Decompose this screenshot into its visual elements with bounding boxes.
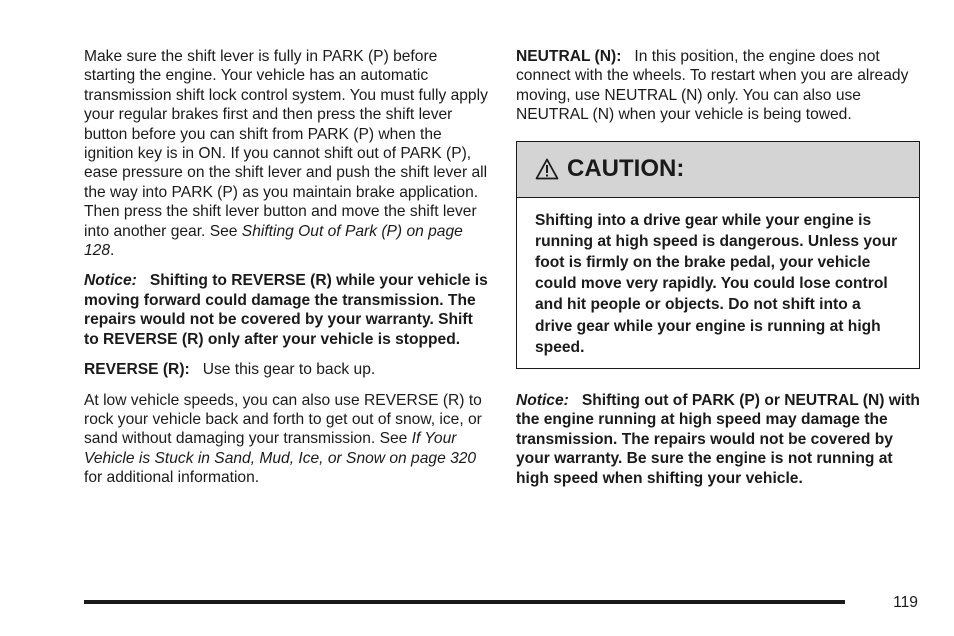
neutral-paragraph: NEUTRAL (N): In this position, the engine does not connect with the wheels. To restart when you are already moving, use NEUTRAL (N) only. You can also use NEUTRAL (N) when your vehicle is being towed. — [516, 48, 909, 124]
cross-reference-vehicle-stuck: If Your Vehicle is Stuck in Sand, Mud, Ice, or Snow on page 320 — [84, 430, 477, 467]
caution-title: CAUTION: — [567, 155, 685, 183]
caution-header — [517, 142, 919, 198]
warning-triangle-icon — [535, 158, 559, 180]
notice-label: Notice: — [84, 272, 137, 290]
notice-label: Notice: — [516, 392, 569, 410]
caution-text: Shifting into a drive gear while your engine is running at high speed is dangerous. Unless your foot is firmly on the brake pedal, your vehicle could move very rapidly. You could lose control and hit people or objects. Do not shift into a drive gear while your engine is running at high speed. — [535, 211, 898, 356]
cross-reference-shifting-out-of-park: Shifting Out of Park (P) on page 128 — [84, 222, 463, 260]
neutral-label: NEUTRAL (N): — [516, 48, 622, 65]
reverse-paragraph: REVERSE (R): Use this gear to back up. — [84, 361, 376, 379]
low-speed-paragraph: At low vehicle speeds, you can also use REVERSE (R) to rock your vehicle back and forth to get out of snow, ice, or sand without damaging your transmission. See If Your Vehicle is Stuck in Sand, Mud, Ice, or Snow on page 320 for additional information. — [84, 391, 482, 487]
caution-box — [516, 141, 920, 369]
footer-rule — [84, 600, 845, 604]
reverse-label: REVERSE (R): — [84, 361, 190, 379]
notice-reverse: Notice: Shifting to REVERSE (R) while your vehicle is moving forward could damage the transmission. The repairs would not be covered by your warranty. Shift to REVERSE (R) only after your vehicle is stopped. — [84, 272, 488, 348]
left-column — [84, 47, 488, 499]
notice-shifting-out-of-park: Notice: Shifting out of PARK (P) or NEUTRAL (N) with the engine running at high speed may damage the transmission. The repairs would not be covered by your warranty. Be sure the engine is not running at high speed when shifting your vehicle. — [516, 392, 920, 487]
right-column — [516, 47, 920, 499]
park-paragraph: Make sure the shift lever is fully in PARK (P) before starting the engine. Your vehicle has an automatic transmission shift lock control system. You must fully apply your regular brakes first and then press the shift lever button before you can shift from PARK (P) when the ignition key is in ON. If you cannot shift out of PARK (P), ease pressure on the shift lever and push the shift lever all the way into PARK (P) as you maintain brake application. Then press the shift lever button and move the shift lever into another gear. See Shifting Out of Park (P) on page 128. — [84, 48, 488, 260]
page-number: 119 — [893, 594, 918, 611]
